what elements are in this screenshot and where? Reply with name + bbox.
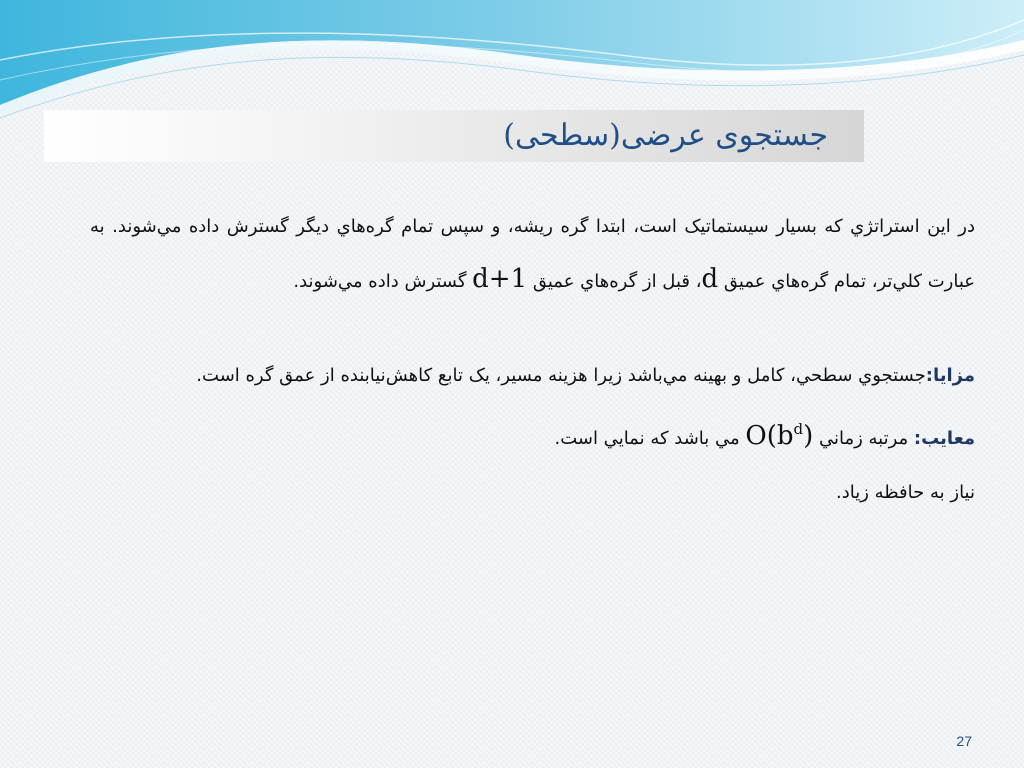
disadvantages-text-after: مي باشد كه نمايي است. — [554, 428, 746, 449]
depth-symbol-d: d — [701, 264, 719, 294]
formula-close: ) — [803, 421, 814, 451]
intro-text-1: در اين استراتژي كه بسيار سيستماتيک است، ابتدا گره ريشه، و سپس تمام گره‌هاي ديگر گسترش داده مي‌شوند. به عبارت كلي‌تر، تمام گره‌هاي عميق — [90, 216, 975, 292]
page-number: 27 — [956, 733, 972, 749]
advantages-label: مزايا: — [925, 365, 975, 386]
intro-text-3: گسترش داده مي‌شوند. — [293, 271, 473, 292]
title-banner — [44, 110, 864, 162]
disadvantages-label: معايب: — [913, 428, 975, 449]
complexity-formula — [745, 402, 813, 463]
slide-title: جستجوی عرضی(سطحی) — [503, 118, 828, 153]
advantages-paragraph — [90, 349, 975, 402]
disadvantages-paragraph — [90, 402, 975, 466]
depth-symbol-d-plus-1: d+1 — [472, 264, 528, 294]
disadvantages-text-before: مرتبه زماني — [813, 428, 914, 449]
formula-base: O(b — [745, 421, 794, 451]
header-wave-decoration — [0, 0, 1024, 125]
memory-note: نياز به حافظه زياد. — [836, 482, 975, 503]
intro-text-2: ، قبل از گره‌هاي عميق — [527, 271, 702, 292]
slide-body — [90, 200, 975, 519]
memory-paragraph — [90, 466, 975, 519]
intro-paragraph — [90, 200, 975, 308]
formula-exponent: d — [793, 420, 804, 438]
advantages-text: جستجوي سطحي، كامل و بهينه مي‌باشد زيرا هزينه مسير، يک تابع كاهش‌نيابنده از عمق گره است. — [196, 365, 926, 386]
